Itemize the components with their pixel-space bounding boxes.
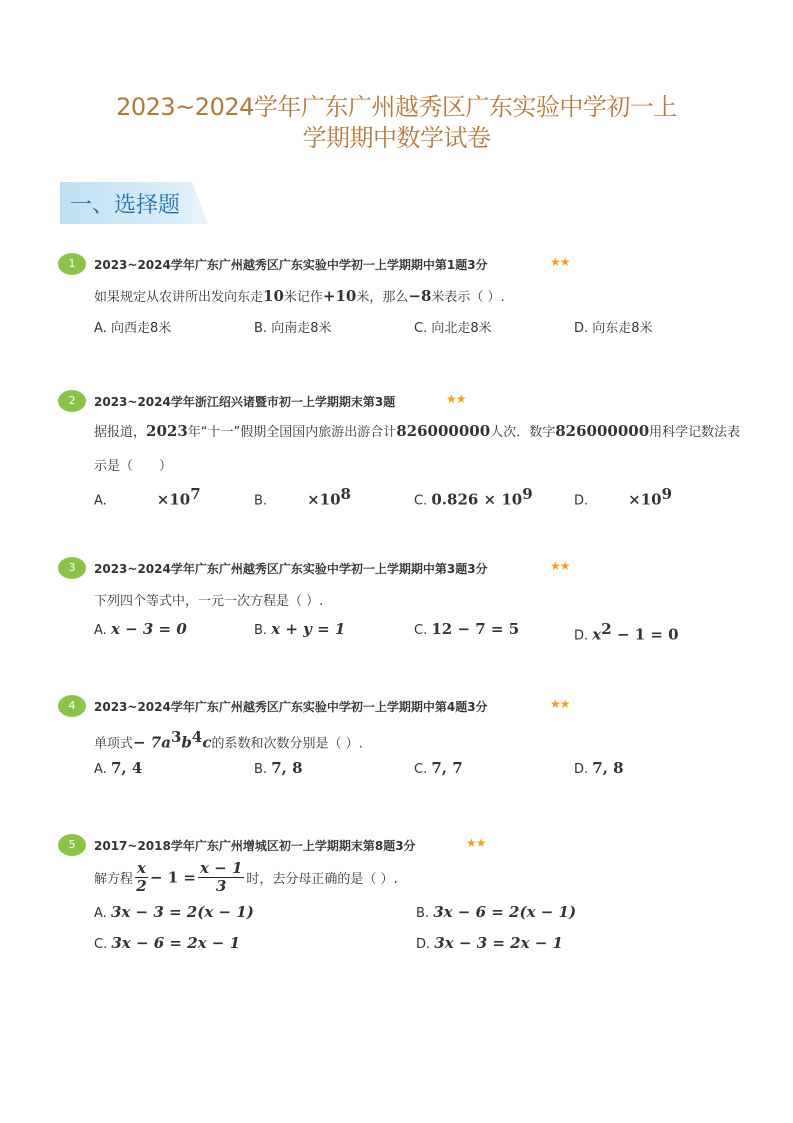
section-label: 一、选择题 xyxy=(70,193,181,218)
question-source: 2017~2018学年广东广州增城区初一上学期期末第8题3分 xyxy=(94,839,416,853)
question-source: 2023~2024学年浙江绍兴诸暨市初一上学期期末第3题 xyxy=(94,395,396,409)
question-stem: 据报道，2023年“十一”假期全国国内旅游出游合计826000000人次．数字826000000用科学记数法表 xyxy=(94,422,741,440)
question-stem: 解方程 $\frac{x}{2}$ − 1 = $\frac{x - 1}{3}$ 时，去分母正确的是（ ）. xyxy=(94,859,398,895)
option-a[interactable]: A. 7, 4 xyxy=(94,759,143,777)
option-a[interactable]: A. x − 3 = 0 xyxy=(94,620,187,638)
question-source: 2023~2024学年广东广州越秀区广东实验中学初一上学期期中第3题3分 xyxy=(94,562,488,576)
option-a[interactable]: A. $\times 10^7$ xyxy=(94,485,201,509)
option-b[interactable]: B. $\times 10^8$ xyxy=(254,485,351,509)
title-line-1: 2023~2024学年广东广州越秀区广东实验中学初一上 xyxy=(116,93,677,121)
option-b[interactable]: B. x + y = 1 xyxy=(254,620,346,638)
option-c[interactable]: C. 7, 7 xyxy=(414,759,463,777)
page-title xyxy=(40,92,753,154)
question-source: 2023~2024学年广东广州越秀区广东实验中学初一上学期期中第4题3分 xyxy=(94,700,488,714)
option-c[interactable]: C. 向北走8米 xyxy=(414,321,492,336)
question-stem: 单项式− $7a^3b^4c$的系数和次数分别是（ ）. xyxy=(94,728,363,752)
question-number-badge: 2 xyxy=(58,390,86,412)
question-number-badge: 4 xyxy=(58,695,86,717)
question-stem: 如果规定从农讲所出发向东走10米记作+10米，那么−8米表示（ ）. xyxy=(94,287,505,305)
difficulty-stars: ★★ xyxy=(550,559,570,573)
difficulty-stars: ★★ xyxy=(446,392,466,406)
option-d[interactable]: D. $x^2 - 1 = 0$ xyxy=(574,620,679,644)
option-d[interactable]: D. 3x − 3 = 2x − 1 xyxy=(416,934,563,952)
option-b[interactable]: B. 向南走8米 xyxy=(254,321,332,336)
section-header xyxy=(60,182,208,224)
option-c[interactable]: C. 12 − 7 = 5 xyxy=(414,620,520,638)
question-stem-line-2: 示是（ ） xyxy=(94,459,173,474)
question-number-badge: 5 xyxy=(58,834,86,856)
option-a[interactable]: A. 向西走8米 xyxy=(94,321,172,336)
difficulty-stars: ★★ xyxy=(550,255,570,269)
difficulty-stars: ★★ xyxy=(550,697,570,711)
fraction-x-minus-1-over-3: $\frac{x - 1}{3}$ xyxy=(200,859,243,895)
option-d[interactable]: D. 向东走8米 xyxy=(574,321,653,336)
question-source: 2023~2024学年广东广州越秀区广东实验中学初一上学期期中第1题3分 xyxy=(94,258,488,272)
option-b[interactable]: B. 3x − 6 = 2(x − 1) xyxy=(416,903,577,921)
question-number-badge: 3 xyxy=(58,557,86,579)
question-stem: 下列四个等式中，一元一次方程是（ ）. xyxy=(94,594,324,609)
fraction-x-over-2: $\frac{x}{2}$ xyxy=(136,859,147,895)
option-d[interactable]: D. $\times 10^9$ xyxy=(574,485,673,509)
option-c[interactable]: C. 3x − 6 = 2x − 1 xyxy=(94,934,241,952)
question-number-badge: 1 xyxy=(58,253,86,275)
title-line-2: 学期期中数学试卷 xyxy=(302,124,491,152)
option-c[interactable]: C. $0.826 \times 10^9$ xyxy=(414,485,533,509)
option-a[interactable]: A. 3x − 3 = 2(x − 1) xyxy=(94,903,254,921)
option-b[interactable]: B. 7, 8 xyxy=(254,759,303,777)
difficulty-stars: ★★ xyxy=(466,836,486,850)
option-d[interactable]: D. 7, 8 xyxy=(574,759,624,777)
